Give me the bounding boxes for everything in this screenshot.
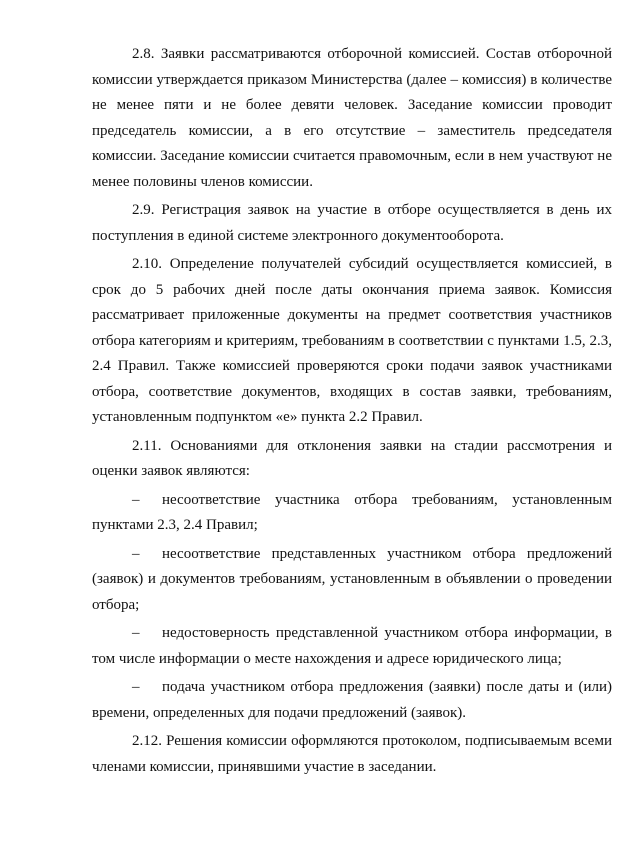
list-item-text: недостоверность представленной участником отбора информации, в том числе информации о месте нахождения и адресе юридического лица; [92, 625, 612, 667]
dash-marker: – [132, 679, 140, 695]
paragraph-2-8: 2.8. Заявки рассматриваются отборочной комиссией. Состав отборочной комиссии утверждается приказом Министерства (далее – комиссия) в количестве не менее пяти и не более девяти человек. Заседание комиссии проводит председатель комиссии, а в его отсутствие – заместитель председателя комиссии. Заседание комиссии считается правомочным, если в нем участвуют не менее половины членов комиссии. [92, 46, 612, 190]
list-item-text: подача участником отбора предложения (заявки) после даты и (или) времени, определенных для подачи предложений (заявок). [92, 679, 612, 721]
paragraph-2-10: 2.10. Определение получателей субсидий осуществляется комиссией, в срок до 5 рабочих дней после даты окончания приема заявок. Комиссия рассматривает приложенные документы на предмет соответствия участников отбора категориям и критериям, требованиям в соответствии с пунктами 1.5, 2.3, 2.4 Правил. Также комиссией проверяются сроки подачи заявок участниками отбора, соответствие документов, входящих в состав заявки, требованиям, установленным подпунктом «е» пункта 2.2 Правил. [92, 256, 612, 425]
paragraph-2-11: 2.11. Основаниями для отклонения заявки на стадии рассмотрения и оценки заявок являются: [92, 437, 612, 479]
list-item [92, 542, 612, 619]
list-item [92, 488, 612, 539]
dash-marker: – [132, 491, 140, 508]
paragraph-2-12: 2.12. Решения комиссии оформляются протоколом, подписываемым всеми членами комиссии, принявшими участие в заседании. [92, 733, 612, 775]
list-item-text: несоответствие участника отбора требованиям, установленным пунктами 2.3, 2.4 Правил; [92, 491, 612, 533]
dash-marker: – [132, 625, 140, 641]
dash-marker: – [132, 545, 140, 562]
document-body [92, 42, 612, 783]
list-item [92, 675, 612, 726]
list-item [92, 621, 612, 672]
paragraph-2-9: 2.9. Регистрация заявок на участие в отборе осуществляется в день их поступления в единой системе электронного документооборота. [92, 202, 612, 244]
list-item-text: несоответствие представленных участником отбора предложений (заявок) и документов требованиям, установленным в объявлении о проведении отбора; [92, 545, 612, 613]
